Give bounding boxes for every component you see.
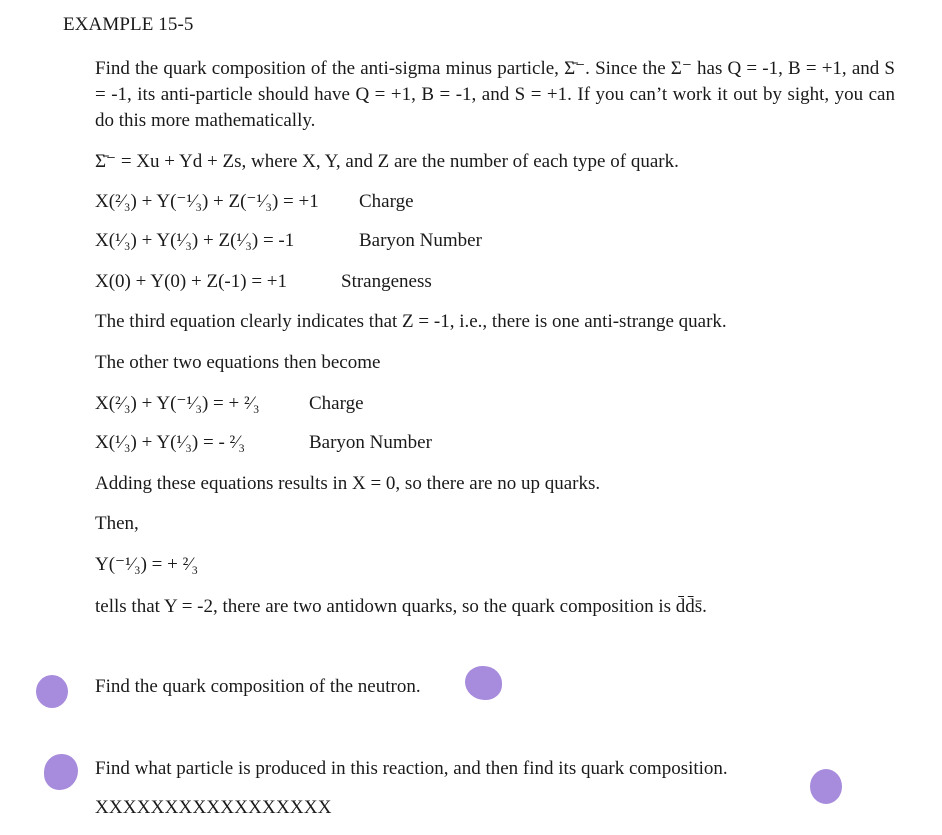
purple-dot [810,769,842,804]
charge-equation-row [95,190,414,213]
reduced-charge-label: Charge [309,393,364,414]
baryon-equation: X(¹⁄₃) + Y(¹⁄₃) + Z(¹⁄₃) = -1 [95,230,295,251]
strangeness-label: Strangeness [341,271,432,292]
baryon-equation-row [95,230,482,252]
adding-text: Adding these equations results in X = 0, so there are no up quarks. [95,473,601,494]
reduced-baryon-equation: X(¹⁄₃) + Y(¹⁄₃) = - ²⁄₃ [95,432,246,453]
purple-dot [36,675,68,708]
charge-equation: X(²⁄₃) + Y(⁻¹⁄₃) + Z(⁻¹⁄₃) = +1 [95,191,319,212]
reduced-baryon-row [95,432,432,454]
purple-dot [44,754,78,790]
redacted-line: XXXXXXXXXXXXXXXXX [95,797,332,818]
question-neutron: Find the quark composition of the neutron. [95,676,421,697]
example-heading: EXAMPLE 15-5 [63,14,194,35]
question-reaction: Find what particle is produced in this reaction, and then find its quark composition. [95,758,728,779]
other-two-text: The other two equations then become [95,352,381,373]
reduced-charge-equation: X(²⁄₃) + Y(⁻¹⁄₃) = + ²⁄₃ [95,393,260,414]
intro-paragraph: Find the quark composition of the anti-sigma minus particle, Σ̄⁻. Since the Σ⁻ has Q = -1, B = +1, and S = -1, its anti-particle should have Q = +1, B = -1, and S = +1. If you can’t work it out by sight, you can do this more mathematically. [95,58,895,131]
conclusion-text: tells that Y = -2, there are two antidown quarks, so the quark composition is d̄d̄s̄. [95,596,707,617]
y-equation: Y(⁻¹⁄₃) = + ²⁄₃ [95,554,199,575]
third-equation-text: The third equation clearly indicates that Z = -1, i.e., there is one anti-strange quark. [95,311,727,332]
strangeness-equation: X(0) + Y(0) + Z(-1) = +1 [95,271,287,292]
setup-line: Σ̄⁻ = Xu + Yd + Zs, where X, Y, and Z are the number of each type of quark. [95,151,679,172]
then-text: Then, [95,513,139,534]
baryon-label: Baryon Number [359,230,482,251]
strangeness-equation-row [95,271,432,293]
reduced-baryon-label: Baryon Number [309,432,432,453]
purple-dot [465,666,502,700]
reduced-charge-row [95,392,364,415]
charge-label: Charge [359,191,414,212]
